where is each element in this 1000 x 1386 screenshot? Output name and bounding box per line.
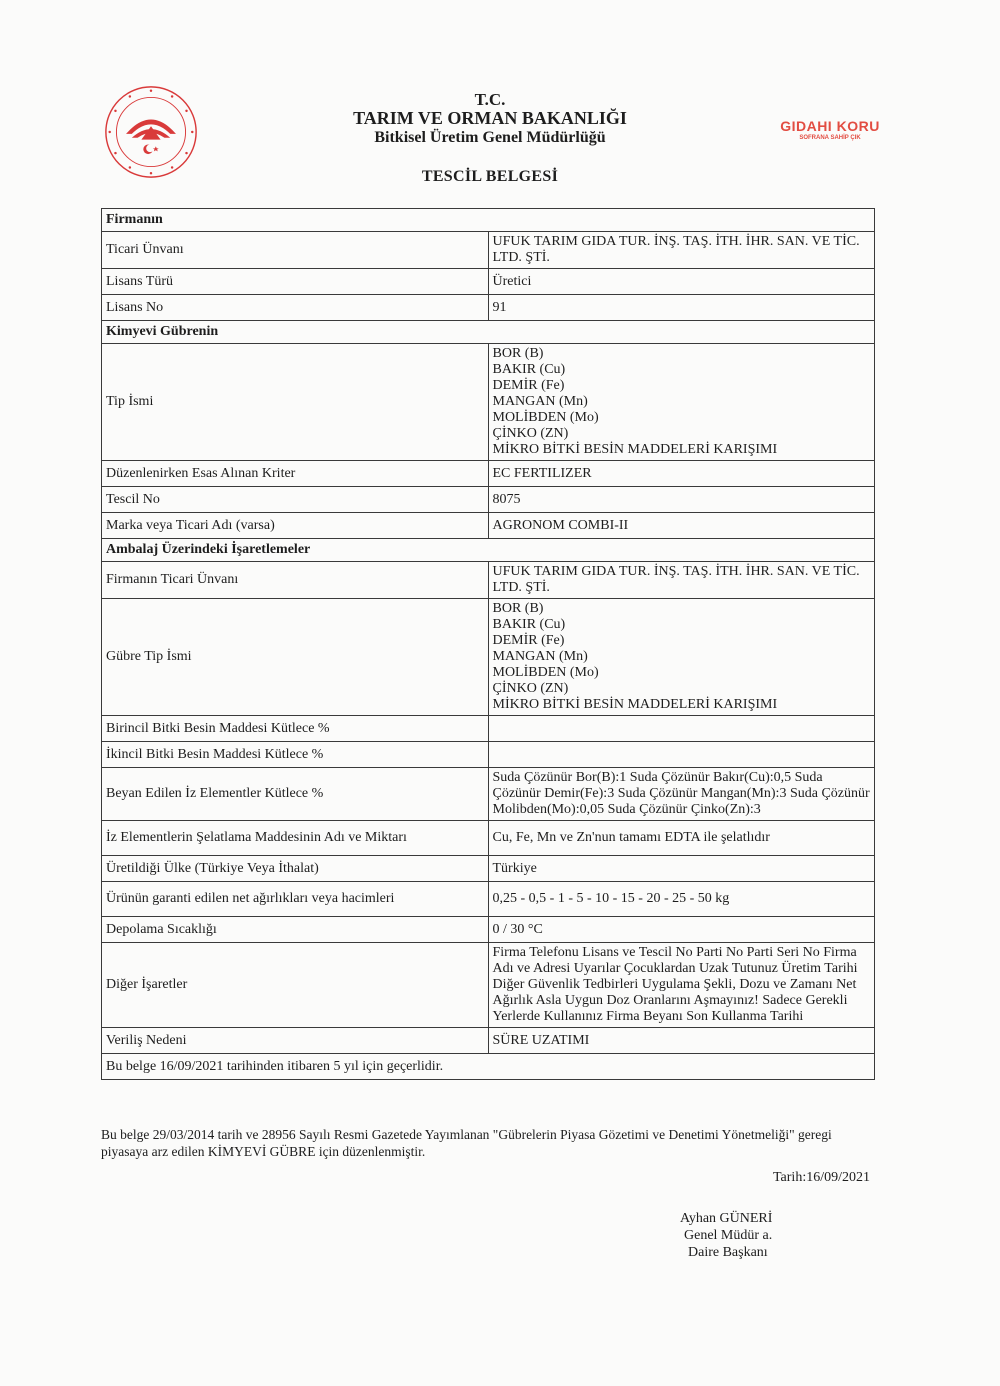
table-row xyxy=(102,821,875,856)
table-row xyxy=(102,295,875,321)
table-row xyxy=(102,742,875,768)
type-item: DEMİR (Fe) xyxy=(492,378,565,393)
validity-text: Bu belge 16/09/2021 tarihinden itibaren 5 yıl için geçerlidir. xyxy=(102,1054,875,1080)
table-row xyxy=(102,269,875,295)
document-title: TESCİL BELGESİ xyxy=(421,168,559,185)
row-label: Diğer İşaretler xyxy=(102,943,489,1028)
type-item: MANGAN (Mn) xyxy=(492,394,588,409)
section-firm xyxy=(102,209,875,232)
type-item: BAKIR (Cu) xyxy=(492,362,566,377)
table-row xyxy=(102,716,875,742)
header-country: T.C. xyxy=(474,90,506,109)
brand-tagline: SOFRANA SAHİP ÇIK xyxy=(799,135,861,141)
row-value: Suda Çözünür Bor(B):1 Suda Çözünür Bakır(Cu):0,5 Suda Çözünür Demir(Fe):3 Suda Çözünür Mangan(Mn):3 Suda Çözünür Molibden(Mo):0,05 Suda Çözünür Çinko(Zn):3 xyxy=(488,768,875,821)
row-value: 8075 xyxy=(488,487,875,513)
row-value: Üretici xyxy=(488,269,875,295)
table-row xyxy=(102,882,875,917)
row-label: Lisans No xyxy=(102,295,489,321)
table-row xyxy=(102,856,875,882)
row-label: Veriliş Nedeni xyxy=(102,1028,489,1054)
row-value: EC FERTILIZER xyxy=(488,461,875,487)
legal-note: Bu belge 29/03/2014 tarih ve 28956 Sayılı Resmi Gazetede Yayımlanan "Gübrelerin Piyasa Gözetimi ve Denetimi Yönetmeliği" geregi piyasaya arz edilen KİMYEVİ GÜBRE için düzenlenmiştir. xyxy=(101,1127,832,1159)
table-row xyxy=(102,943,875,1028)
type-item: ÇİNKO (ZN) xyxy=(492,681,569,696)
row-value: Cu, Fe, Mn ve Zn'nun tamamı EDTA ile şelatlıdır xyxy=(488,821,875,856)
section-title: Ambalaj Üzerindeki İşaretlemeler xyxy=(102,539,875,562)
issue-date: Tarih:16/09/2021 xyxy=(772,1170,870,1185)
type-item: MANGAN (Mn) xyxy=(492,649,588,664)
row-value: UFUK TARIM GIDA TUR. İNŞ. TAŞ. İTH. İHR. SAN. VE TİC. LTD. ŞTİ. xyxy=(488,562,875,599)
row-value: 0,25 - 0,5 - 1 - 5 - 10 - 15 - 20 - 25 - 50 kg xyxy=(488,882,875,917)
row-label: Ticari Ünvanı xyxy=(102,232,489,269)
header-ministry: TARIM VE ORMAN BAKANLIĞI xyxy=(353,108,627,128)
table-row xyxy=(102,461,875,487)
row-label: Ürünün garanti edilen net ağırlıkları veya hacimleri xyxy=(102,882,489,917)
row-value xyxy=(488,599,875,716)
row-label: Tip İsmi xyxy=(102,344,489,461)
row-value: UFUK TARIM GIDA TUR. İNŞ. TAŞ. İTH. İHR. SAN. VE TİC. LTD. ŞTİ. xyxy=(488,232,875,269)
row-label: Gübre Tip İsmi xyxy=(102,599,489,716)
header-directorate: Bitkisel Üretim Genel Müdürlüğü xyxy=(374,129,606,146)
type-item: BOR (B) xyxy=(492,346,544,361)
validity-row xyxy=(102,1054,875,1080)
row-label: Beyan Edilen İz Elementler Kütlece % xyxy=(102,768,489,821)
row-value xyxy=(488,344,875,461)
table-row xyxy=(102,232,875,269)
row-label: Marka veya Ticari Adı (varsa) xyxy=(102,513,489,539)
row-value: 91 xyxy=(488,295,875,321)
table-row xyxy=(102,1028,875,1054)
brand-logo xyxy=(770,118,890,141)
row-label: İz Elementlerin Şelatlama Maddesinin Adı ve Miktarı xyxy=(102,821,489,856)
row-value: Türkiye xyxy=(488,856,875,882)
row-label: Düzenlenirken Esas Alınan Kriter xyxy=(102,461,489,487)
signature-block xyxy=(680,1210,772,1261)
table-row xyxy=(102,487,875,513)
section-fertilizer xyxy=(102,321,875,344)
row-label: Firmanın Ticari Ünvanı xyxy=(102,562,489,599)
row-label: Üretildiği Ülke (Türkiye Veya İthalat) xyxy=(102,856,489,882)
signatory-title: Daire Başkanı xyxy=(688,1245,768,1260)
brand-name: GIDAHI KORU xyxy=(780,118,880,134)
type-item: ÇİNKO (ZN) xyxy=(492,426,569,441)
table-row xyxy=(102,562,875,599)
row-value: Firma Telefonu Lisans ve Tescil No Parti No Parti Seri No Firma Adı ve Adresi Uyarılar Çocuklardan Uzak Tutunuz Üretim Tarihi Diğer Güvenlik Tedbirleri Uygulama Şekli, Dozu ve Zamanı Net Ağırlık Asla Uygun Doz Oranlarını Aşmayınız! Sadece Gerekli Yerlerde Kullanınız Firma Beyanı Son Kullanma Tarihi xyxy=(488,943,875,1028)
row-label: Birincil Bitki Besin Maddesi Kütlece % xyxy=(102,716,489,742)
type-item: BAKIR (Cu) xyxy=(492,617,566,632)
row-value: AGRONOM COMBI-II xyxy=(488,513,875,539)
section-packaging xyxy=(102,539,875,562)
section-title: Kimyevi Gübrenin xyxy=(102,321,875,344)
signatory-name: Ayhan GÜNERİ xyxy=(680,1211,773,1226)
row-label: Lisans Türü xyxy=(102,269,489,295)
row-value: SÜRE UZATIMI xyxy=(488,1028,875,1054)
section-title: Firmanın xyxy=(102,209,875,232)
row-label: İkincil Bitki Besin Maddesi Kütlece % xyxy=(102,742,489,768)
table-row xyxy=(102,599,875,716)
signatory-title: Genel Müdür a. xyxy=(684,1228,773,1243)
table-row xyxy=(102,344,875,461)
row-value: 0 / 30 °C xyxy=(488,917,875,943)
table-row xyxy=(102,768,875,821)
table-row xyxy=(102,917,875,943)
row-value xyxy=(488,742,875,768)
row-label: Tescil No xyxy=(102,487,489,513)
row-value xyxy=(488,716,875,742)
registration-table xyxy=(101,208,875,1080)
row-label: Depolama Sıcaklığı xyxy=(102,917,489,943)
type-item: DEMİR (Fe) xyxy=(492,633,565,648)
type-item: MOLİBDEN (Mo) xyxy=(492,410,599,425)
type-item: BOR (B) xyxy=(492,601,544,616)
table-row xyxy=(102,513,875,539)
type-item: MİKRO BİTKİ BESİN MADDELERİ KARIŞIMI xyxy=(492,697,778,712)
type-item: MOLİBDEN (Mo) xyxy=(492,665,599,680)
ministry-seal xyxy=(103,84,199,180)
type-item: MİKRO BİTKİ BESİN MADDELERİ KARIŞIMI xyxy=(492,442,778,457)
